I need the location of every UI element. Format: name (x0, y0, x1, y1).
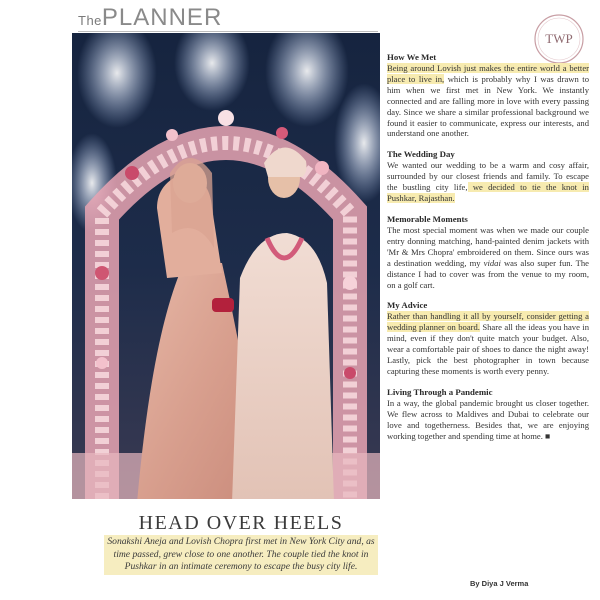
highlighted-quote: we decided to tie the knot in Pushkar, Rajasthan. (387, 182, 589, 204)
article-column (387, 52, 589, 451)
body-text: The most special moment was when we made our couple entry donning matching, hand-painted denim jackets with 'Mr & Mrs Chopra' embroidered on them. Since ours was a destination wedding, my (387, 224, 589, 268)
section-title: Memorable Moments (387, 213, 468, 224)
section-body (387, 398, 589, 442)
italic-word: vidai (483, 257, 501, 268)
section-body (387, 225, 589, 290)
brand-the: The (78, 13, 102, 28)
end-mark: ■ (542, 430, 551, 441)
section-body (387, 63, 589, 139)
body-text: Share all the ideas you have in mind, even if they don't quite match your budget. Also, wear a comfortable pair of shoes to dance the night away! Lastly, pick the best photographer in town because capturing these moments is worth every penny. (387, 322, 589, 376)
section-pandemic (387, 387, 589, 442)
caption: Sonakshi Aneja and Lovish Chopra first met in New York City and, as time passed, grew close to one another. The couple tied the knot in Pushkar in an intimate ceremony to escape the busy city life. (104, 535, 378, 575)
section-title: Living Through a Pandemic (387, 386, 493, 397)
byline: By Diya J Verma (470, 579, 529, 588)
wedding-photo (72, 33, 380, 499)
body-text: In a way, the global pandemic brought us closer together. We flew across to Maldives and Dubai to celebrate our love and togetherness. Besides that, we are enjoying working together and spending time at home. (387, 397, 589, 441)
section-body (387, 311, 589, 376)
logo-text: TWP (545, 31, 573, 46)
section-how-we-met (387, 52, 589, 139)
highlighted-quote: Rather than handling it all by yourself, consider getting a wedding planner on board. (387, 311, 589, 333)
body-text: which is probably why I was drawn to him when we first met in New York. We instantly connected and are falling more in love with every passing day. Since we share a similar professional background we found it easier to communicate, express our interests, and understand one another. (387, 73, 589, 139)
section-title: My Advice (387, 300, 428, 311)
brand-planner: PLANNER (101, 4, 223, 31)
header-rule (78, 31, 378, 32)
section-body (387, 160, 589, 204)
section-memorable-moments (387, 214, 589, 290)
body-text: We wanted our wedding to be a warm and cosy affair, surrounded by our closest friends and family. To escape the bustling city life, (387, 160, 589, 193)
body-text: was also super fun. The distance I had to cover was from the venue to my room, on a golf cart. (387, 257, 589, 290)
highlighted-quote: Being around Lovish just makes the entire world a better place to live in, (387, 63, 589, 84)
section-my-advice (387, 300, 589, 376)
headline: HEAD OVER HEELS (138, 512, 344, 534)
section-title: How We Met (387, 52, 437, 62)
section-title: The Wedding Day (387, 149, 455, 160)
section-wedding-day (387, 149, 589, 204)
magazine-header (78, 4, 222, 30)
